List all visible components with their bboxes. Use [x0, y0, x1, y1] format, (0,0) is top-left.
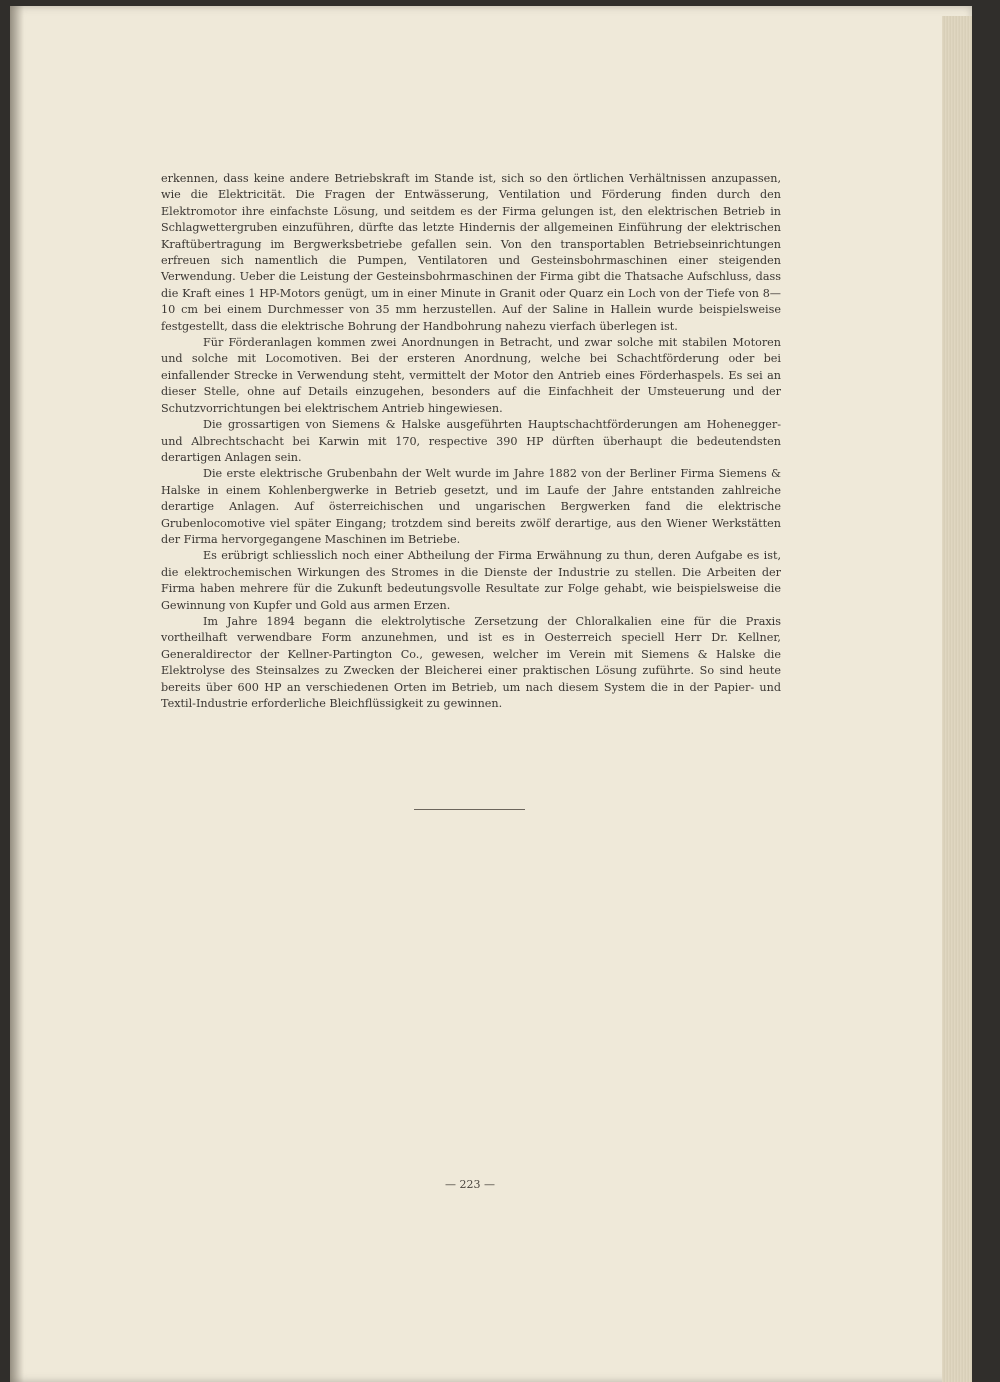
spine-shadow: [10, 6, 24, 1382]
body-text: [161, 171, 781, 712]
paragraph: Im Jahre 1894 begann die elektrolytische Zersetzung der Chloralkalien eine für die Praxis vortheilhaft verwendbare Form anzunehmen, und ist es in Oesterreich speciell Herr Dr. Kellner, Generaldirector der Kellner-Partington Co., gewesen, welcher im Verein mit Siemens & Halske die Elektrolyse des Steinsalzes zu Zwecken der Bleicherei einer praktischen Lösung zuführte. So sind heute bereits über 600 HP an verschiedenen Orten im Betrieb, um nach diesem System die in der Papier- und Textil-Industrie erforderliche Bleichflüssigkeit zu gewinnen.: [161, 614, 781, 710]
section-divider: [414, 809, 525, 810]
page-number: — 223 —: [445, 1178, 495, 1191]
paragraph: Die erste elektrische Grubenbahn der Welt wurde im Jahre 1882 von der Berliner Firma Siemens & Halske in einem Kohlenbergwerke in Betrieb gesetzt, und im Laufe der Jahre entstanden zahlreiche derartige Anlagen. Auf österreichischen und ungarischen Bergwerken fand die elektrische Grubenlocomotive viel später Eingang; trotzdem sind bereits zwölf derartige, aus den Wiener Werkstätten der Firma hervorgegangene Maschinen im Betriebe.: [161, 467, 781, 546]
paragraph: Die grossartigen von Siemens & Halske ausgeführten Hauptschachtförderungen am Hohenegger- und Albrechtschacht bei Karwin mit 170, respective 390 HP dürften überhaupt die bedeutendsten derartigen Anlagen sein.: [161, 418, 781, 464]
paragraph: Für Förderanlagen kommen zwei Anordnungen in Betracht, und zwar solche mit stabilen Motoren und solche mit Locomotiven. Bei der ersteren Anordnung, welche bei Schachtförderung oder bei einfallender Strecke in Verwendung steht, vermittelt der Motor den Antrieb eines Förderhaspels. Es sei an dieser Stelle, ohne auf Details einzugehen, besonders auf die Einfachheit der Umsteuerung und der Schutzvorrichtungen bei elektrischem Antrieb hingewiesen.: [161, 336, 781, 415]
paragraph: erkennen, dass keine andere Betriebskraft im Stande ist, sich so den örtlichen Verhältnissen anzupassen, wie die Elektricität. Die Fragen der Entwässerung, Ventilation und Förderung finden durch den Elektromotor ihre einfachste Lösung, und seitdem es der Firma gelungen ist, den elektrischen Betrieb in Schlagwettergruben einzuführen, dürfte das letzte Hindernis der allgemeinen Einführung der elektrischen Kraftübertragung im Bergwerksbetriebe gefallen sein. Von den transportablen Betriebseinrichtungen erfreuen sich namentlich die Pumpen, Ventilatoren und Gesteinsbohrmaschinen einer steigenden Verwendung. Ueber die Leistung der Gesteinsbohrmaschinen der Firma gibt die Thatsache Aufschluss, dass die Kraft eines 1 HP-Motors genügt, um in einer Minute in Granit oder Quarz ein Loch von der Tiefe von 8—10 cm bei einem Durchmesser von 35 mm herzustellen. Auf der Saline in Hallein wurde beispielsweise festgestellt, dass die elektrische Bohrung der Handbohrung nahezu vierfach überlegen ist.: [161, 172, 781, 333]
page-stack-edge: [942, 16, 972, 1382]
paragraph: Es erübrigt schliesslich noch einer Abtheilung der Firma Erwähnung zu thun, deren Aufgabe es ist, die elektrochemischen Wirkungen des Stromes in die Dienste der Industrie zu stellen. Die Arbeiten der Firma haben mehrere für die Zukunft bedeutungsvolle Resultate zur Folge gehabt, wie beispielsweise die Gewinnung von Kupfer und Gold aus armen Erzen.: [161, 549, 781, 612]
